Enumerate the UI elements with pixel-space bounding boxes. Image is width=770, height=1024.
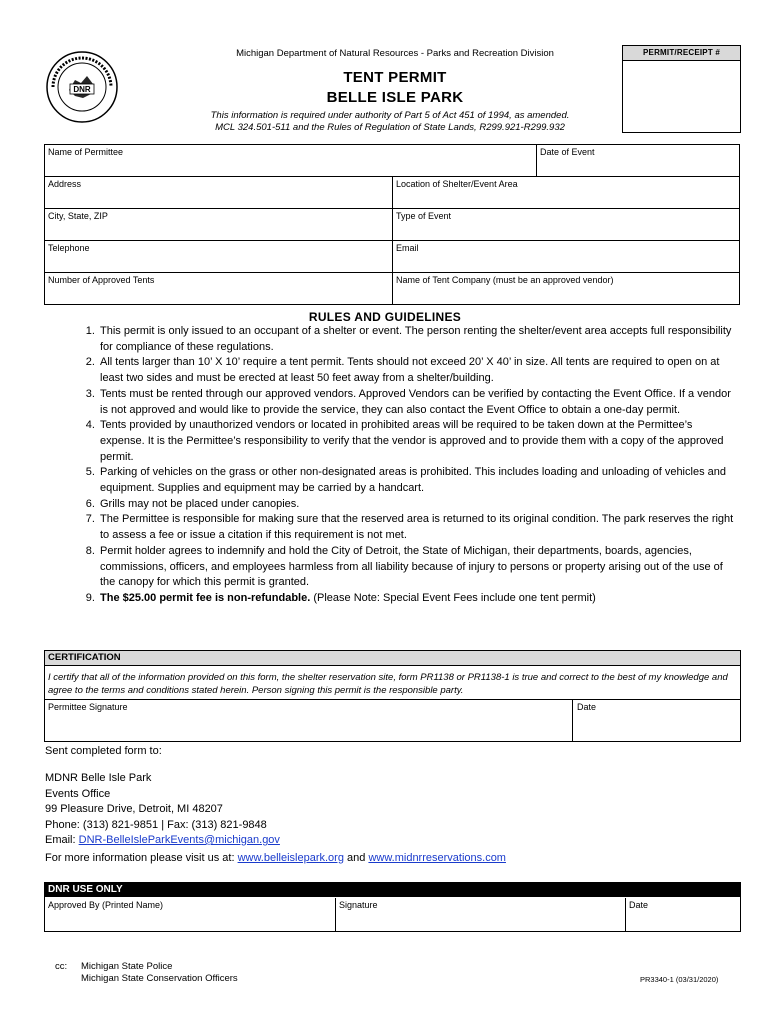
date-of-event-field[interactable] [537, 145, 740, 177]
belleislepark-link[interactable]: www.belleislepark.org [237, 852, 344, 864]
and-text: and [343, 852, 369, 864]
dnr-use-only-heading: DNR USE ONLY [45, 883, 740, 897]
midnrreservations-link[interactable]: www.midnrreservations.com [368, 852, 506, 864]
dnr-date-label: Date [629, 900, 649, 910]
name-of-permittee-label: Name of Permittee [48, 147, 124, 157]
permittee-signature-label: Permittee Signature [48, 702, 128, 712]
permittee-signature-field[interactable] [45, 700, 573, 741]
email-field[interactable] [393, 241, 740, 273]
certification-text: I certify that all of the information provided on this form, the shelter reservation site, form PR1138 or PR1138-1 is true and correct to the best of my knowledge and agree to the terms and conditions stated herein. Person signing this permit is the responsible party. [48, 672, 728, 696]
mailing-intro: Sent completed form to: [45, 745, 162, 757]
more-info-line [45, 851, 506, 867]
certification-date-label: Date [577, 702, 597, 712]
mailing-line1: MDNR Belle Isle Park [45, 772, 152, 784]
authority-line1: This information is required under authority of Part 5 of Act 451 of 1994, as amended. [210, 110, 570, 121]
name-of-permittee-field[interactable] [45, 145, 537, 177]
mailing-email-line [45, 833, 280, 849]
city-state-zip-field[interactable] [45, 209, 393, 241]
cc-recipient-2: Michigan State Conservation Officers [81, 973, 238, 984]
num-tents-label: Number of Approved Tents [48, 275, 155, 285]
mailing-line3: 99 Pleasure Drive, Detroit, MI 48207 [45, 803, 223, 815]
permittee-info-table [44, 144, 740, 305]
approved-by-label: Approved By (Printed Name) [48, 900, 164, 910]
email-link[interactable]: DNR-BelleIsleParkEvents@michigan.gov [78, 834, 280, 846]
mailing-address [45, 771, 280, 849]
logo-text: DNR [73, 85, 91, 94]
dnr-signature-field[interactable] [336, 898, 626, 931]
rule-item: 5. Parking of vehicles on the grass or other non-designated areas is prohibited. This includes loading and unloading of vehicles and equipment. Supplies and equipment may be carried by a handcart. [98, 465, 738, 496]
permit-receipt-label: PERMIT/RECEIPT # [623, 46, 740, 61]
certification-heading: CERTIFICATION [45, 651, 740, 666]
authority-statement [190, 110, 590, 134]
fee-notice-rest: (Please Note: Special Event Fees include one tent permit) [310, 591, 596, 604]
form-title [250, 68, 540, 108]
certification-date-field[interactable] [574, 700, 599, 714]
mailing-phone: Phone: (313) 821-9851 | Fax: (313) 821-9848 [45, 818, 267, 831]
date-of-event-label: Date of Event [540, 147, 595, 157]
rule-item: 7. The Permittee is responsible for making sure that the reserved area is returned to its original condition. The park reserves the right to assess a fee or issue a citation if this requirement is not met. [98, 512, 738, 543]
rule-item: 3. Tents must be rented through our approved vendors. Approved Vendors can be verified by contacting the Event Office. If a vendor is not approved and would like to provide the service, they can also contact the Event Office to obtain a one-day permit. [98, 387, 738, 418]
dnr-signature-label: Signature [339, 900, 378, 910]
dnr-seal-logo [45, 50, 119, 124]
approved-by-field[interactable] [45, 898, 336, 931]
address-field[interactable] [45, 177, 393, 209]
mailing-line2: Events Office [45, 787, 111, 800]
fee-notice-bold: The $25.00 permit fee is non-refundable. [100, 591, 311, 604]
address-label: Address [48, 179, 82, 189]
type-of-event-field[interactable] [393, 209, 740, 241]
location-field[interactable] [393, 177, 740, 209]
form-title-line2: BELLE ISLE PARK [326, 89, 464, 106]
form-title-line1: TENT PERMIT [343, 69, 447, 86]
telephone-label: Telephone [48, 243, 90, 253]
mailing-email-label: Email: [45, 834, 79, 846]
type-of-event-label: Type of Event [396, 211, 452, 221]
more-info-text: For more information please visit us at: [45, 852, 238, 864]
tent-company-label: Name of Tent Company (must be an approved vendor) [396, 275, 614, 285]
rule-item: 4. Tents provided by unauthorized vendors or located in prohibited areas will be required to be taken down at the Permittee’s expense. It is the Permittee’s responsibility to verify that the vendor is approved and to provide them with a copy of the approved permit. [98, 418, 738, 465]
email-label: Email [396, 243, 419, 253]
permit-receipt-box[interactable] [622, 45, 741, 133]
tent-company-field[interactable] [393, 273, 740, 305]
rule-item: 2. All tents larger than 10’ X 10’ require a tent permit. Tents should not exceed 20’ X 40’ in size. All tents are required to open on at least two sides and must be erected at least 50 feet away from a shelter/building. [98, 355, 738, 386]
dnr-date-field[interactable] [626, 898, 740, 931]
form-number: PR3340-1 (03/31/2020) [640, 975, 719, 984]
rule-item-fee [98, 591, 738, 607]
rules-list [60, 324, 738, 607]
cc-label: cc: [55, 961, 68, 972]
dnr-use-only-section [44, 882, 741, 932]
rule-item: 8. Permit holder agrees to indemnify and hold the City of Detroit, the State of Michigan, their departments, boards, agencies, commissions, officers, and employees harmless from all liability because of injury to persons or property arising out of the use of the canopy for which this permit is granted. [98, 544, 738, 591]
cc-recipient-1: Michigan State Police [81, 961, 173, 972]
certification-section [44, 650, 741, 742]
city-state-zip-label: City, State, ZIP [48, 211, 108, 221]
rule-item: 1. This permit is only issued to an occupant of a shelter or event. The person renting the shelter/event area accepts full responsibility for compliance of these regulations. [98, 324, 738, 355]
agency-name: Michigan Department of Natural Resources - Parks and Recreation Division [236, 48, 554, 59]
rules-heading: RULES AND GUIDELINES [308, 310, 462, 324]
cc-block [55, 961, 238, 985]
location-label: Location of Shelter/Event Area [396, 179, 518, 189]
telephone-field[interactable] [45, 241, 393, 273]
authority-line2: MCL 324.501-511 and the Rules of Regulation of State Lands, R299.921-R299.932 [215, 122, 565, 133]
rule-item: 6. Grills may not be placed under canopies. [98, 497, 738, 513]
num-tents-field[interactable] [45, 273, 393, 305]
